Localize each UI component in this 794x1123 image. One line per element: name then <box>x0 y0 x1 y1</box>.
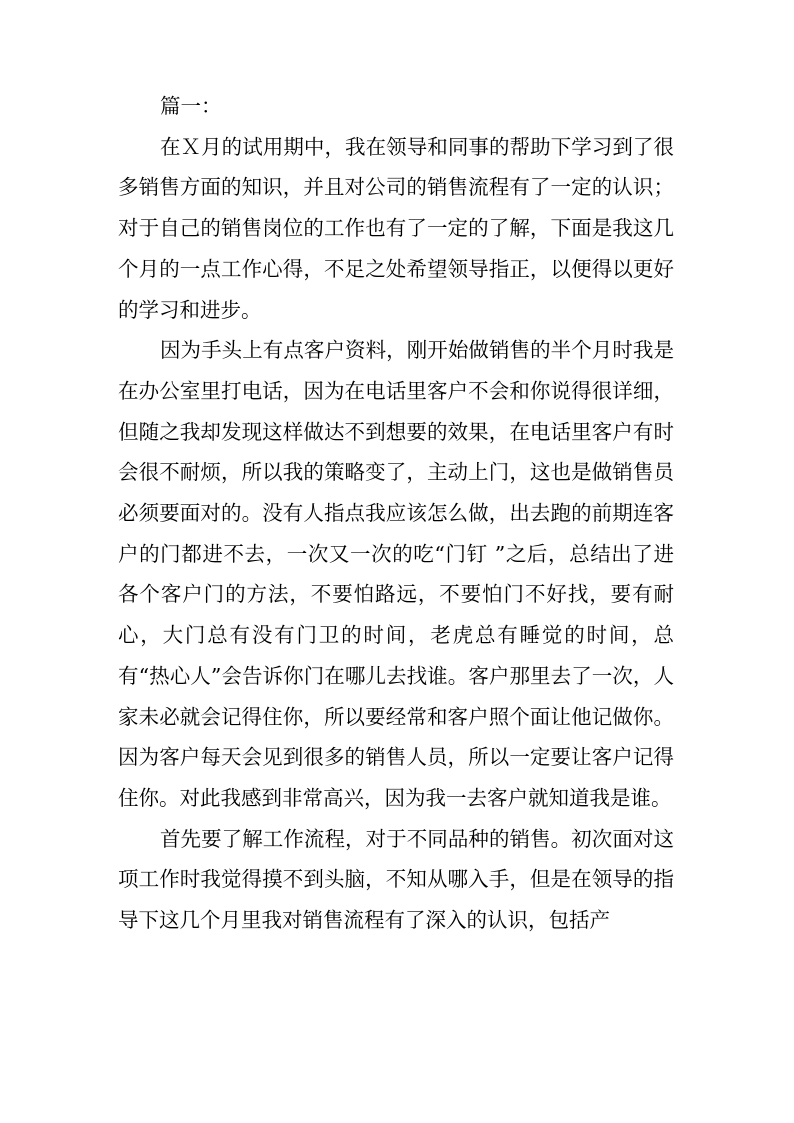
paragraph-2: 因为手头上有点客户资料，刚开始做销售的半个月时我是在办公室里打电话，因为在电话里客户不会和你说得很详细，但随之我却发现这样做达不到想要的效果，在电话里客户有时会很不耐烦，所以我的策略变了，主动上门，这也是做销售员必须要面对的。没有人指点我应该怎么做，出去跑的前期连客户的门都进不去，一次又一次的吃“门钉 ”之后，总结出了进各个客户门的方法，不要怕路远，不要怕门不好找，要有耐心，大门总有没有门卫的时间，老虎总有睡觉的时间，总有“热心人”会告诉你门在哪儿去找谁。客户那里去了一次，人家未必就会记得住你，所以要经常和客户照个面让他记做你。因为客户每天会见到很多的销售人员，所以一定要让客户记得住你。对此我感到非常高兴，因为我一去客户就知道我是谁。 <box>118 338 674 810</box>
paragraph-1: 在Ｘ月的试用期中，我在领导和同事的帮助下学习到了很多销售方面的知识，并且对公司的销售流程有了一定的认识；对于自己的销售岗位的工作也有了一定的了解，下面是我这几个月的一点工作心得，不足之处希望领导指正，以便得以更好的学习和进步。 <box>118 134 674 322</box>
document-body <box>118 86 674 941</box>
paragraph-3: 首先要了解工作流程，对于不同品种的销售。初次面对这项工作时我觉得摸不到头脑，不知从哪入手，但是在领导的指导下这几个月里我对销售流程有了深入的认识，包括产 <box>118 826 674 933</box>
section-heading: 篇一： <box>160 94 222 118</box>
